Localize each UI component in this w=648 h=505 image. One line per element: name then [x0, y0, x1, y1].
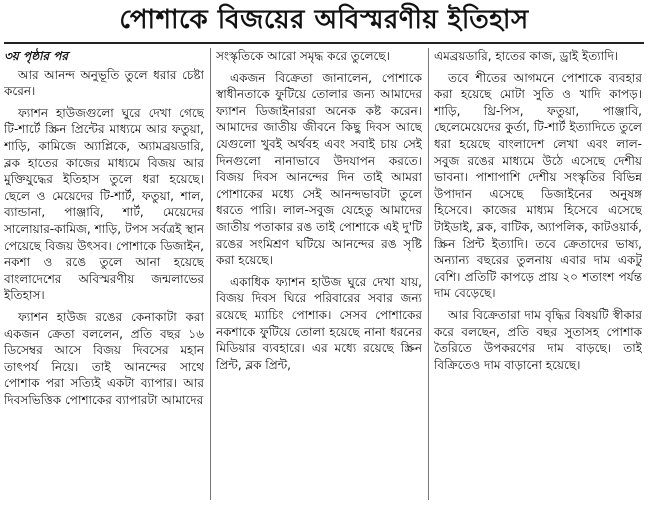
paragraph: একাধিক ফ্যাশন হাউজ ঘুরে দেখা যায়, বিজয় দিবস ঘিরে পরিবারের সবার জন্য রয়েছে ম্যাচিং পোশাক। সেসব পোশাকের নকশাকে ফুটিয়ে তোলা হয়েছে নানা ধরনের মিডিয়ার ব্যবহারে। এর মধ্যে রয়েছে স্ক্রিন প্রিন্ট, ব্লক প্রিন্ট, [216, 274, 422, 372]
paragraph: ফ্যাশন হাউজ রঙের কেনাকাটা করা একজন ক্রেতা বললেন, প্রতি বছর ১৬ ডিসেম্বর আসে বিজয় দিবসের মহান তাৎপর্য নিয়ে। তাই আনন্দের সাথে পোশাক পরা সত্যিই একটা ব্যাপার। আর দিবসভিত্তিক পোশাকের ব্যাপারটা আমাদের [4, 309, 204, 407]
paragraph: আর বিক্রেতারা দাম বৃদ্ধির বিষয়টি স্বীকার করে বলছেন, প্রতি বছর সুতাসহ পোশাক তৈরিতে উপকরণের দাম বাড়ছে। তাই বিক্রিতেও দাম বাড়ানো হয়েছে। [434, 307, 642, 372]
column-divider [210, 48, 211, 500]
paragraph: আর আনন্দ অনুভূতি তুলে ধরার চেষ্টা করেন। [4, 67, 204, 99]
column-divider [428, 48, 429, 500]
continued-from-label: ৩য় পৃষ্ঠার পর [4, 49, 69, 63]
paragraph: ফ্যাশন হাউজগুলো ঘুরে দেখা গেছে টি-শার্টে স্ক্রিন প্রিন্টের মাধ্যমে আর ফতুয়া, শাড়ি, কামিজে অ্যাপ্লিকে, অ্যামব্রয়ডারি, ব্লক হাতের কাজের মাধ্যমে বিজয় আর মুক্তিযুদ্ধের ইতিহাস তুলে ধরা হয়েছে। ছেলে ও মেয়েদের টি-শার্ট, ফতুয়া, শাল, ব্যান্ডানা, পাঞ্জাবি, শার্ট, মেয়েদের সালোয়ার-কামিজ, শাড়ি, টপস সর্বত্রই স্থান পেয়েছে বিজয় উৎসব। পোশাকে ডিজাইন, নকশা ও রঙে তুলে আনা হয়েছে বাংলাদেশের অবিস্মরণীয় জন্মলাভের ইতিহাস। [4, 105, 204, 303]
paragraph: সংস্কৃতিকে আরো সমৃদ্ধ করে তুলেছে। [216, 49, 390, 63]
article-column-3 [434, 48, 642, 502]
paragraph: এমব্রয়ডারি, হাতের কাজ, ড্রাই ইত্যাদি। [434, 49, 619, 63]
headline-rule [4, 42, 644, 44]
paragraph: একজন বিক্রেতা জানালেন, পোশাকে স্বাধীনতাকে ফুটিয়ে তোলার জন্য আমাদের ফ্যাশন ডিজাইনাররা অনেক কষ্ট করেন। আমাদের জাতীয় জীবনে কিছু দিবস আছে যেগুলো খুবই অর্থবহ এবং সবাই চায় সেই দিনগুলো নানাভাবে উদযাপন করতে। বিজয় দিবস আনন্দের দিন তাই আমরা পোশাকের মধ্যে সেই আনন্দভাবটা তুলে ধরতে পারি। লাল-সবুজ যেহেতু আমাদের জাতীয় পতাকার রঙ তাই পোশাকে এই দু'টি রঙের সংমিশ্রণ ঘটিয়ে আনন্দের রঙ সৃষ্টি করা হয়েছে। [216, 70, 422, 268]
headline: পোশাকে বিজয়ের অবিস্মরণীয় ইতিহাস [119, 5, 529, 35]
article-column-1 [4, 48, 204, 502]
paragraph: তবে শীতের আগমনে পোশাকে ব্যবহার করা হয়েছে মোটা সুতি ও খাদি কাপড়। শাড়ি, থ্রি-পিস, ফতুয়া, পাঞ্জাবি, ছেলেমেয়েদের কুর্তা, টি-শার্ট ইত্যাদিতে তুলে ধরা হয়েছে বাংলাদেশ লেখা এবং লাল-সবুজ রঙের মাধ্যমে উঠে এসেছে দেশীয় ভাবনা। পাশাপাশি দেশীয় সংস্কৃতির বিভিন্ন উপাদান এসেছে ডিজাইনের অনুষঙ্গ হিসেবে। কাজের মাধ্যম হিসেবে এসেছে টাইডাই, ব্লক, বাটিক, অ্যাপলিক, কাটওয়ার্ক, স্ক্রিন প্রিন্ট ইত্যাদি। তবে ক্রেতাদের ভাষ্য, অন্যান্য বছরের তুলনায় এবার দাম একটু বেশি। প্রতিটি কাপড়ে প্রায় ২০ শতাংশ পর্যন্ত দাম বেড়েছে। [434, 70, 642, 301]
article-column-2 [216, 48, 422, 502]
